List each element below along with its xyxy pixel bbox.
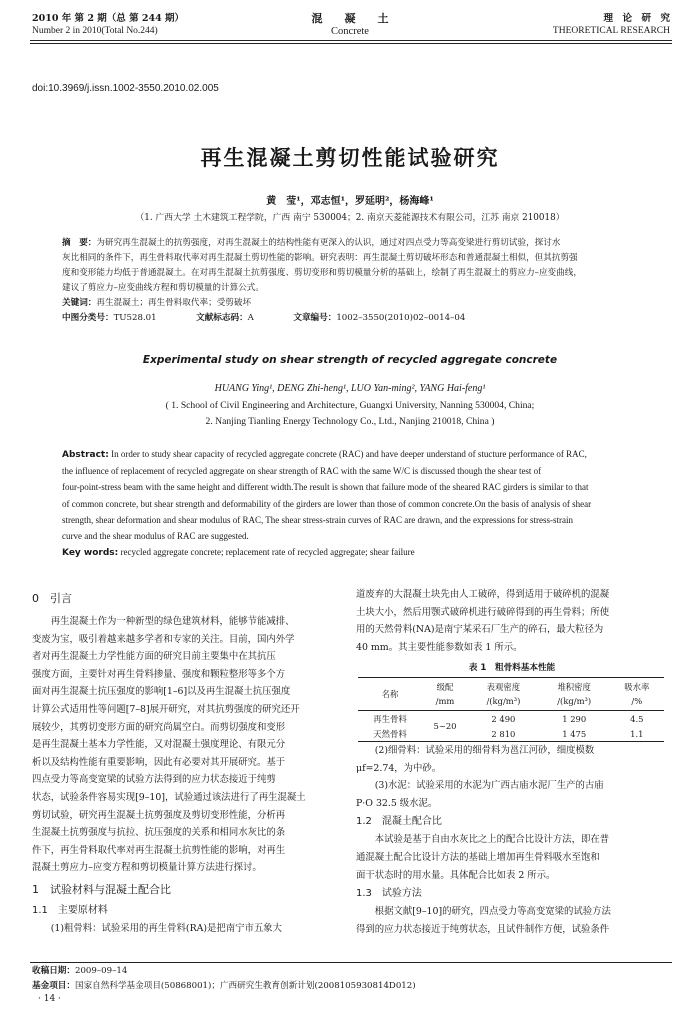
table-cell: 1 290 [562,713,587,724]
right-line: 根据文献[9–10]的研究，四点受力等高变宽梁的试验方法 [356,906,611,918]
fund-text: 国家自然科学基金项目(50868001)；广西研究生教育创新计划(2008105930814D012) [74,981,416,991]
abstract-en-line: four-point-stress beam with the same height and different width.The result is shown that failure mode of the sheared RAC girders is similar to that [62,482,589,493]
section-1-1-number: 1.1 [32,904,48,916]
authors-en: HUANG Ying¹, DENG Zhi-heng¹, LUO Yan-ming², YANG Hai-feng¹ [214,383,486,394]
right-line: 道废弃的大混凝土块先由人工破碎，得到适用于破碎机的混凝 [356,589,610,600]
intro-line: 生混凝土抗剪强度与抗拉、抗压强度的关系和相同水灰比的条 [32,827,286,839]
intro-line: 展较少，其剪切变形方面的研究尚属空白。而剪切强度和变形 [32,721,286,733]
table-header-cell: 级配 /mm [435,682,455,706]
table-cell: 1.1 [630,728,644,739]
issue-en: Number 2 in 2010(Total No.244) [32,26,158,36]
affiliation-en-1: ( 1. School of Civil Engineering and Architecture, Guangxi University, Nanning 530004, China; [165,400,535,411]
table-1 [358,677,664,742]
abstract-en-label: Abstract: [62,450,109,460]
header-rule [30,40,672,41]
section-0-number: 0 [32,592,39,605]
section-1-1-title: 主要原材料 [57,904,108,916]
journal-name-cn: 混 凝 土 [311,12,389,25]
keywords-en: recycled aggregate concrete; replacement rate of recycled aggregate; shear failure [120,547,415,558]
abstract-en [62,446,642,561]
abstract-cn-line: 建议了剪应力–应变曲线方程和剪切模量的计算公式。 [62,283,264,293]
table-header-cell: 表观密度 /(kg/m³) [486,682,521,706]
abstract-en-line: curve and the shear modulus of RAC are suggested. [62,531,249,542]
table-cell: 1 475 [562,728,587,739]
intro-line: 四点受力等高变宽梁的试验方法得到的应力状态接近于纯剪 [32,774,276,786]
section-1-title: 试验材料与混凝土配合比 [50,882,171,896]
column-cn: 理 论 研 究 [603,13,670,24]
table-header-cell: 名称 [381,689,399,699]
intro-line: 再生混凝土作为一种新型的绿色建筑材料，能够节能减排、 [32,616,295,627]
footnote-rule [30,962,672,963]
doc-code-label: 文献标志码： [196,313,248,323]
section-1-3-title: 试验方法 [381,888,422,900]
header-rule-thin [30,43,672,44]
journal-name-en: Concrete [331,26,369,37]
intro-line: 计算公式适用性等问题[7–8]展开研究，对其抗剪强度的研究还开 [32,703,300,715]
left-column [32,589,337,938]
footnote [32,964,416,994]
abstract-cn-line: 灰比相同的条件下，再生骨料取代率对再生混凝土剪切性能的影响。研究表明：再生混凝土剪切破坏形态和普通混凝土相似，但其抗剪强 [62,253,578,263]
page-number: · 14 · [38,994,61,1004]
right-column [356,586,668,656]
authors-cn: 黄 莹¹，邓志恒¹，罗延明²，杨海峰¹ [266,196,434,207]
keywords-cn-label: 关键词： [62,298,97,308]
journal-name [296,12,404,38]
intro-line: 析以及结构性能有重要影响，因此有必要对其开展研究。基于 [32,756,286,768]
abstract-en-line: strength, shear deformation and shear modulus of RAC, The shear stress-strain curves of RAC are drawn, and the expressions for stress-strain [62,514,573,525]
fund-label: 基金项目： [32,981,75,991]
table-cell-grading: 5~20 [433,721,457,731]
section-0-title: 引言 [50,592,72,605]
table-1-caption: 表 1 粗骨料基本性能 [468,663,556,673]
clc-label: 中图分类号： [62,313,114,323]
right-line: 本试验是基于自由水灰比之上的配合比设计方法，即在普 [356,834,610,846]
affiliation-en-2: 2. Nanjing Tianling Energy Technology Co., Ltd., Nanjing 210018, China ) [205,416,495,427]
intro-line: 者对再生混凝土力学性能方面的研究目前主要集中在其抗压 [32,651,276,663]
intro-line: 件下，再生骨料取代率对再生混凝土抗剪性能的影响，对再生 [32,844,286,856]
article-title: 再生混凝土剪切性能试验研究 [200,146,500,170]
column-header [553,12,670,38]
journal-issue-header [32,12,184,38]
section-1-2-title: 混凝土配合比 [381,816,442,828]
intro-line: 混凝土剪应力–应变方程和剪切模量计算方法进行探讨。 [32,862,262,874]
issue-cn: 2010 年 第 2 期（总 第 244 期） [32,13,185,24]
table-cell-name: 天然骨料 [373,728,407,739]
table-header-cell: 堆积密度 /(kg/m³) [557,682,592,706]
right-line: 面干状态时的用水量。具体配合比如表 2 所示。 [356,869,556,881]
right-line: 得到的应力状态接近于纯剪状态，且试件制作方便，试验条件 [356,923,610,935]
section-1-2-number: 1.2 [356,816,372,828]
table-cell-name: 再生骨料 [373,713,407,724]
sec11-line: (1)粗骨料：试验采用的再生骨料(RA)是把南宁市五象大 [32,922,283,934]
intro-line: 状态，试验条件容易实现[9–10]，试验通过该法进行了再生混凝土 [32,791,306,803]
table-header-cell: 吸水率 /% [624,682,650,706]
intro-line: 剪切试验，研究再生混凝土抗剪强度及剪切变形性能，分析再 [32,809,286,821]
doi[interactable]: doi:10.3969/j.issn.1002-3550.2010.02.005 [32,83,219,94]
table-cell: 2 490 [491,713,516,724]
section-1-3-number: 1.3 [356,888,372,900]
intro-line: 是再生混凝土基本力学性能，又对混凝土强度理论、有限元分 [32,739,286,751]
article-number: 1002–3550(2010)02–0014–04 [336,313,466,323]
abstract-cn-label: 摘 要： [62,238,97,248]
article-number-label: 文章编号： [293,313,337,323]
intro-line: 变废为宝，吸引着越来越多学者和专家的关注。目前，国内外学 [32,633,295,645]
abstract-cn [62,236,640,326]
right-line: 用的天然骨料(NA)是南宁某采石厂生产的碎石，最大粒径为 [356,624,604,636]
article-title-en: Experimental study on shear strength of recycled aggregate concrete [142,354,558,366]
table-cell: 2 810 [491,728,516,739]
keywords-en-label: Key words: [62,548,119,559]
affiliation-cn: （1. 广西大学 土木建筑工程学院，广西 南宁 530004；2. 南京天菱能源技术有限公司，江苏 南京 210018） [135,213,565,223]
table-cell: 4.5 [630,713,644,724]
right-line: 土块大小，然后用颚式破碎机进行破碎得到的再生骨料；所使 [356,606,610,618]
abstract-cn-line: 度和变形能力均低于普通混凝土。在对再生混凝土抗剪强度、剪切变形和剪切模量分析的基础上，绘制了再生混凝土的剪应力–应变曲线， [62,268,582,278]
column-en: THEORETICAL RESEARCH [552,26,670,36]
doc-code: A [247,313,254,323]
right-line: P·O 32.5 级水泥。 [356,797,438,809]
abstract-cn-line: 为研究再生混凝土的抗剪强度，对再生混凝土的结构性能有更深入的认识，通过对四点受力等高变梁进行剪切试验，探讨水 [96,238,561,248]
right-line: μf=2.74，为中砂。 [356,762,442,774]
abstract-en-line: of common concrete, but shear strength and deformability of the girders are lower than those of common concrete.On the basis of analysis of shear [62,498,592,509]
intro-line: 强度方面，主要针对再生骨料掺量、强度和颗粒整形等多个方 [32,668,286,680]
intro-line: 面对再生混凝土抗压强度的影响[1–6]以及再生混凝土抗压强度 [32,686,291,698]
keywords-cn: 再生混凝土；再生骨料取代率；受剪破坏 [96,298,252,308]
section-1-number: 1 [32,882,39,896]
clc-number: TU528.01 [113,313,157,323]
received-date: 2009–09–14 [74,966,128,976]
right-line: (2)细骨料：试验采用的细骨料为邕江河砂，细度模数 [356,745,595,756]
right-line: 通混凝土配合比设计方法的基础上增加再生骨料吸水至饱和 [356,851,600,863]
right-line: (3)水泥：试验采用的水泥为广西古庙水泥厂生产的古庙 [356,780,604,792]
abstract-en-line: In order to study shear capacity of recycled aggregate concrete (RAC) and have deeper understand of stucture performance of RAC, [111,449,587,459]
right-line: 40 mm。其主要性能参数如表 1 所示。 [356,641,523,653]
right-column-continued [356,742,668,938]
received-label: 收稿日期： [32,966,75,976]
abstract-en-line: the influence of replacement of recycled aggregate on shear strength of RAC with the same W/C is discussed though the shear test of [62,466,542,477]
